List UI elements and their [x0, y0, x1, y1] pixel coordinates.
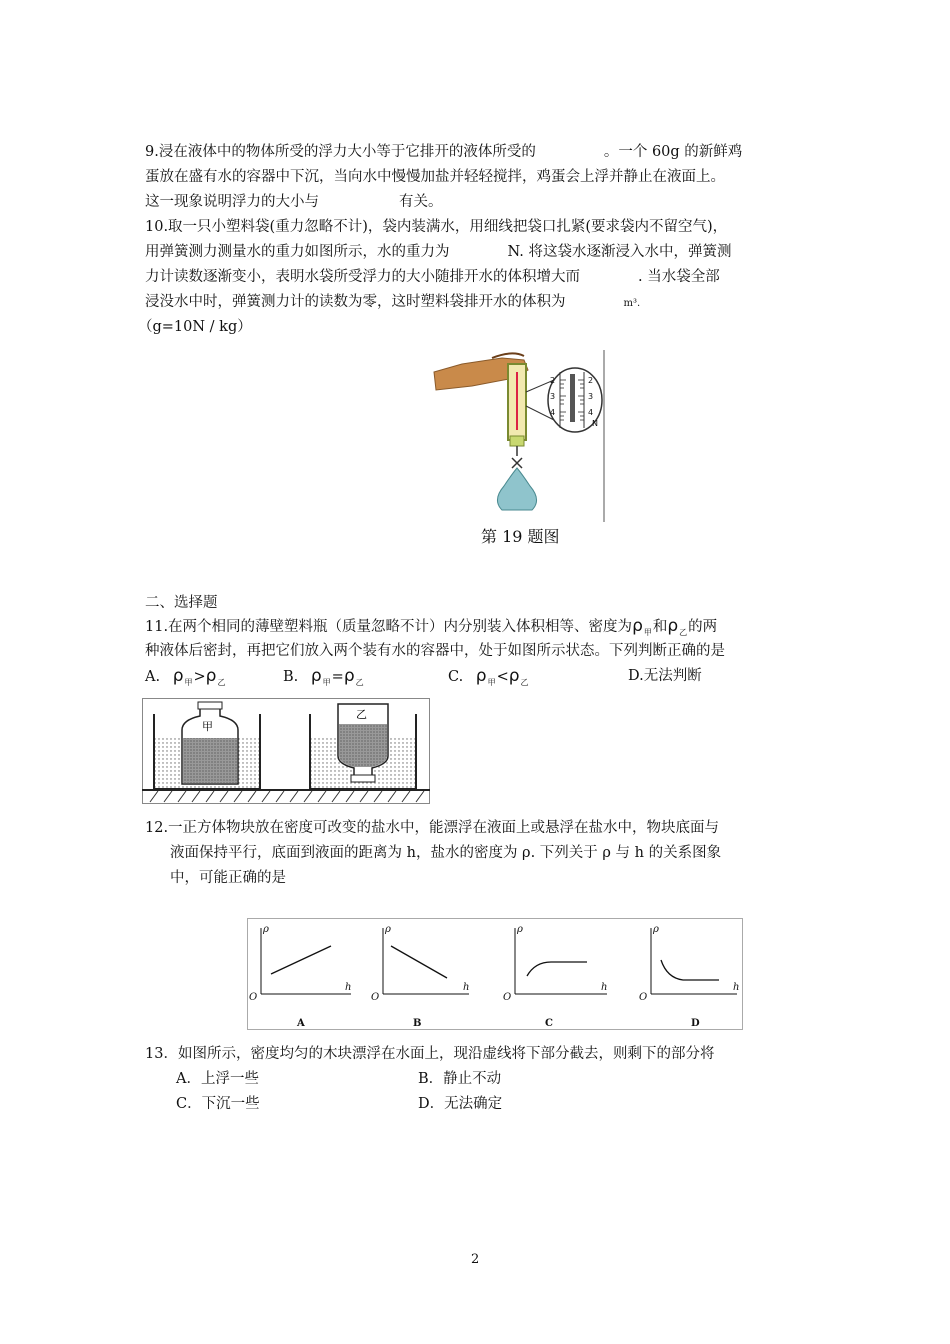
- scale-tick-label-2-right: 2: [588, 376, 594, 385]
- relation-symbol: =: [331, 669, 344, 685]
- figure-19-caption: 第 19 题图: [481, 527, 560, 546]
- q9-line1: [145, 142, 742, 162]
- y-axis-label: ρ: [263, 924, 269, 935]
- q9-line1-a: 9.浸在液体中的物体所受的浮力大小等于它排开的液体所受的: [145, 144, 536, 160]
- q10-line3-a: 力计读数逐渐变小，表明水袋所受浮力的大小随排开水的体积增大而: [145, 269, 580, 285]
- figure-frame: [248, 919, 743, 1030]
- subscript-yi: 乙: [217, 678, 226, 687]
- hand-finger: [492, 353, 524, 358]
- q10-line3-b: . 当水袋全部: [638, 269, 720, 285]
- scale-indicator: [570, 374, 575, 422]
- q11-line2: 种液体后密封，再把它们放入两个装有水的容器中，处于如图所示状态。下列判断正确的是: [145, 643, 725, 659]
- graph-label-d: D: [691, 1018, 700, 1029]
- q13-option-d: D．无法确定: [418, 1096, 503, 1112]
- q10-line4: [145, 292, 640, 314]
- q10-line1: 10.取一只小塑料袋(重力忽略不计)，袋内装满水，用细线把袋口扎紧(要求袋内不留空气)，: [145, 219, 728, 235]
- option-label: C.: [448, 669, 464, 685]
- rho-symbol: ρ: [205, 666, 217, 686]
- origin-label: O: [503, 992, 512, 1003]
- q10-line2-a: 用弹簧测力测量水的重力如图所示，水的重力为: [145, 244, 450, 260]
- q11-line1-a: 11.在两个相同的薄壁塑料瓶（质量忽略不计）内分别装入体积相等、密度为: [145, 619, 633, 635]
- scale-tick-label-4-right: 4: [588, 408, 594, 417]
- q10-line4-a: 浸没水中时，弹簧测力计的读数为零，这时塑料袋排开水的体积为: [145, 294, 566, 310]
- q12-line3: 中，可能正确的是: [170, 870, 286, 886]
- water-bag: [497, 468, 536, 510]
- q9-line3-a: 这一现象说明浮力的大小与: [145, 194, 319, 210]
- rho-symbol: ρ: [310, 666, 322, 686]
- subscript-jia: 甲: [487, 678, 496, 687]
- spring-scale-figure: [432, 350, 608, 525]
- q13-option-a: A．上浮一些: [176, 1071, 259, 1087]
- q10-line5: （g=10N / kg）: [138, 319, 252, 335]
- x-axis-label: h: [601, 982, 608, 993]
- subscript-jia: 甲: [643, 628, 652, 637]
- q13-option-b: B．静止不动: [418, 1071, 502, 1087]
- origin-label: O: [639, 992, 648, 1003]
- liquid-yi: [339, 724, 387, 767]
- q10-line2: [145, 242, 731, 262]
- graph-label-a: A: [297, 1018, 305, 1029]
- scale-tick-label-2-left: 2: [550, 376, 556, 385]
- origin-label: O: [371, 992, 380, 1003]
- q11-option-d: D.无法判断: [628, 668, 702, 684]
- y-axis-label: ρ: [385, 924, 391, 935]
- scale-tick-label-3-right: 3: [588, 392, 594, 401]
- bottle-jia-label: 甲: [202, 720, 213, 733]
- relation-symbol: <: [496, 669, 509, 685]
- subscript-yi: 乙: [355, 678, 364, 687]
- rho-symbol: ρ: [632, 616, 643, 636]
- scale-unit-label: N: [592, 419, 598, 428]
- rho-symbol: ρ: [343, 666, 355, 686]
- q11-line1: [145, 616, 717, 643]
- bottle-yi-label: 乙: [356, 708, 367, 721]
- rho-h-graphs: [247, 918, 743, 1030]
- q12-line1: 12.一正方体物块放在密度可改变的盐水中，能漂浮在液面上或悬浮在盐水中，物块底面与: [145, 820, 720, 836]
- q9-line1-b: 。一个 60g 的新鲜鸡: [603, 144, 743, 160]
- subscript-jia: 甲: [184, 678, 193, 687]
- y-axis-label: ρ: [653, 924, 659, 935]
- q13-option-c: C．下沉一些: [176, 1096, 260, 1112]
- hook-and-string: [512, 446, 522, 468]
- option-label: A.: [145, 669, 161, 685]
- rho-symbol: ρ: [667, 616, 679, 636]
- q12-line2: 液面保持平行，底面到液面的距离为 h，盐水的密度为 ρ. 下列关于 ρ 与 h 的关系图象: [170, 845, 722, 861]
- x-axis-label: h: [463, 982, 470, 993]
- q9-line3-b: 有关。: [399, 194, 443, 210]
- q10-line4-b: m³.: [623, 298, 641, 309]
- q11-line1-b: 的两: [688, 619, 718, 635]
- bottles-figure: [142, 698, 430, 804]
- q10-line2-b: N. 将这袋水逐渐浸入水中，弹簧测: [507, 244, 732, 260]
- x-axis-label: h: [345, 982, 352, 993]
- q11-option-b: [283, 666, 365, 693]
- q13-line1: 13．如图所示，密度均匀的木块漂浮在水面上，现沿虚线将下部分截去，则剩下的部分将: [145, 1046, 715, 1062]
- graph-label-b: B: [413, 1018, 422, 1029]
- rho-symbol: ρ: [508, 666, 520, 686]
- liquid-jia: [183, 738, 237, 783]
- page-number: 2: [471, 1252, 480, 1267]
- subscript-jia: 甲: [322, 678, 331, 687]
- spring-scale-hook-base: [510, 436, 524, 446]
- section-title: 二、选择题: [145, 595, 218, 611]
- rho-symbol: ρ: [172, 666, 184, 686]
- scale-tick-label-3-left: 3: [550, 392, 556, 401]
- q10-line3: [145, 267, 720, 287]
- y-axis-label: ρ: [517, 924, 523, 935]
- bottle-jia-cap: [198, 702, 222, 709]
- relation-symbol: >: [193, 669, 206, 685]
- graph-label-c: C: [545, 1018, 553, 1029]
- q11-option-a: [145, 666, 226, 693]
- q9-line3: [145, 192, 443, 212]
- q11-option-c: [448, 666, 530, 693]
- rho-symbol: ρ: [475, 666, 487, 686]
- origin-label: O: [249, 992, 258, 1003]
- x-axis-label: h: [733, 982, 740, 993]
- scale-tick-label-4-left: 4: [550, 408, 556, 417]
- q11-line1-mid: 和: [652, 619, 668, 635]
- subscript-yi: 乙: [520, 678, 529, 687]
- subscript-yi: 乙: [679, 628, 688, 637]
- bottle-yi-cap: [351, 775, 375, 782]
- option-label: B.: [283, 669, 299, 685]
- q9-line2: 蛋放在盛有水的容器中下沉，当向水中慢慢加盐并轻轻搅拌，鸡蛋会上浮并静止在液面上。: [145, 169, 725, 185]
